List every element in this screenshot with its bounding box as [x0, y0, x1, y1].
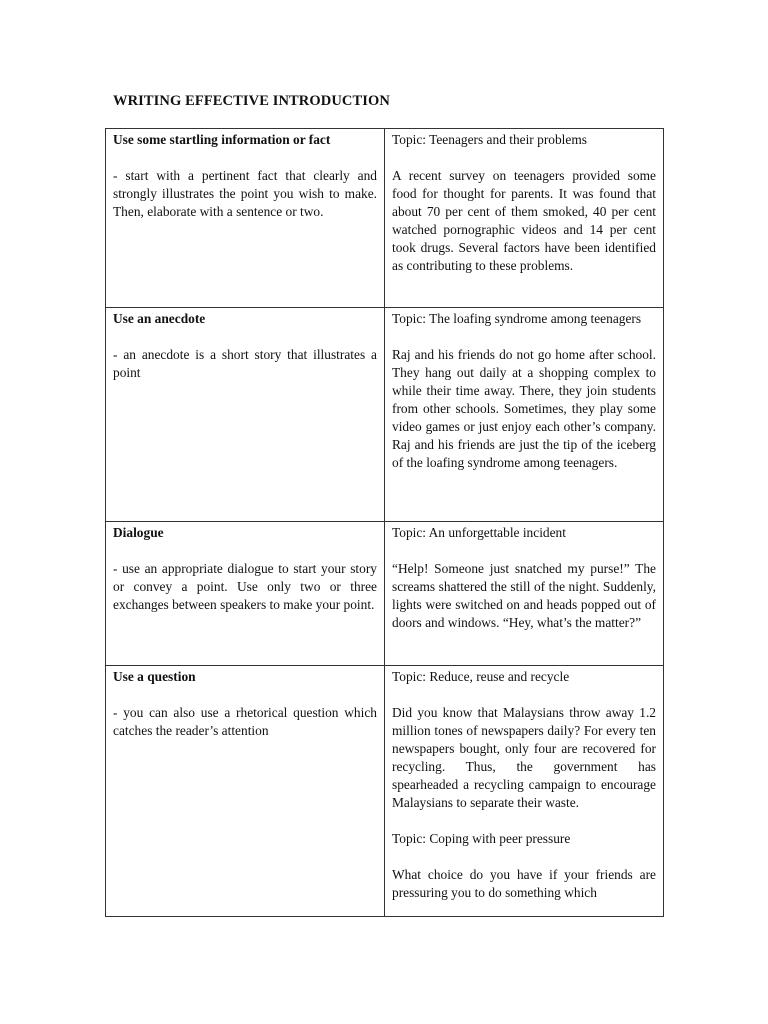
example-topic: Topic: An unforgettable incident [392, 525, 566, 540]
technique-description: - start with a pertinent fact that clearly and strongly illustrates the point you wish to make. Then, elaborate with a sentence or two. [113, 168, 377, 219]
technique-cell [106, 308, 385, 522]
technique-heading: Use a question [113, 669, 196, 684]
example-paragraph: Raj and his friends do not go home after school. They hang out daily at a shopping complex to while their time away. There, they join students from other schools. Sometimes, they play some video games or just enjoy each other’s company. Raj and his friends are just the tip of the iceberg of the loafing syndrome among teenagers. [392, 347, 656, 470]
technique-description: - an anecdote is a short story that illustrates a point [113, 347, 377, 380]
example-topic: Topic: Teenagers and their problems [392, 132, 587, 147]
example-paragraph-2: What choice do you have if your friends are pressuring you to do something which [392, 867, 656, 900]
technique-cell [106, 666, 385, 917]
technique-description: - use an appropriate dialogue to start your story or convey a point. Use only two or three exchanges between speakers to make your point. [113, 561, 377, 612]
technique-heading: Use an anecdote [113, 311, 206, 326]
example-cell [385, 308, 664, 522]
example-cell [385, 129, 664, 308]
example-paragraph: A recent survey on teenagers provided some food for thought for parents. It was found that about 70 per cent of them smoked, 40 per cent watched pornographic videos and 14 per cent took drugs. Several factors have been identified as contributing to these problems. [392, 168, 656, 273]
technique-heading: Use some startling information or fact [113, 132, 331, 147]
example-paragraph: “Help! Someone just snatched my purse!” The screams shattered the still of the night. Suddenly, lights were switched on and heads popped out of doors and windows. “Hey, what’s the matter?” [392, 561, 656, 630]
example-cell [385, 522, 664, 666]
technique-cell [106, 129, 385, 308]
table-row [106, 522, 664, 666]
technique-cell [106, 522, 385, 666]
table-row [106, 129, 664, 308]
introduction-techniques-table [105, 128, 664, 917]
example-cell [385, 666, 664, 917]
example-topic-2: Topic: Coping with peer pressure [392, 831, 571, 846]
table-row [106, 666, 664, 917]
example-paragraph: Did you know that Malaysians throw away 1.2 million tones of newspapers daily? For every ten newspapers bought, only four are recovered for recycling. Thus, the government has spearheaded a recycling campaign to encourage Malaysians to separate their waste. [392, 705, 656, 810]
page-title: WRITING EFFECTIVE INTRODUCTION [113, 93, 390, 109]
example-topic: Topic: Reduce, reuse and recycle [392, 669, 570, 684]
technique-heading: Dialogue [113, 525, 164, 540]
example-topic: Topic: The loafing syndrome among teenagers [392, 311, 642, 326]
table-row [106, 308, 664, 522]
technique-description: - you can also use a rhetorical question which catches the reader’s attention [113, 705, 377, 738]
